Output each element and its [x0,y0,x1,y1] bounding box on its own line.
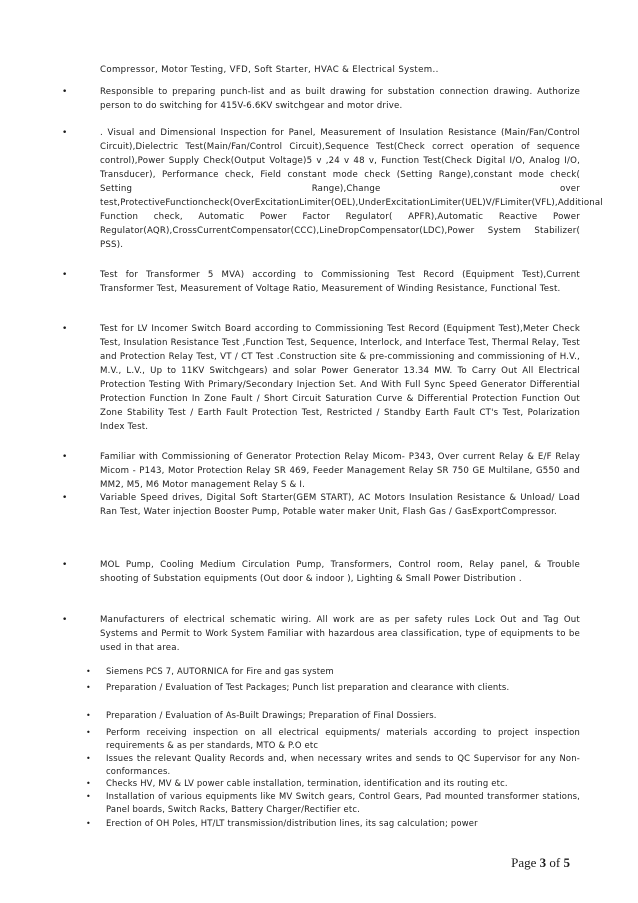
list-item-text: Preparation / Evaluation of Test Packages; Punch list preparation and clearance with clients. [106,682,510,692]
list-item-text: Issues the relevant Quality Records and, when necessary writes and sends to QC Supervisor for any Non-conformances. [106,753,580,776]
bullet-icon: • [62,128,68,138]
bullet-icon: • [86,683,91,692]
list-item-text: Familiar with Commissioning of Generator Protection Relay Micom- P343, Over current Relay & E/F Relay Micom - P143, Motor Protection Relay SR 469, Feeder Management Relay SR 750 GE Multilane, G550 and MM2, M5, M6 Motor management Relay S & I. [100,452,580,490]
list-item-text: Responsible to preparing punch-list and as built drawing for substation connection drawing. Authorize person to do switching for 415V-6.6KV switchgear and motor drive. [100,87,580,111]
list-item-text: Preparation / Evaluation of As-Built Drawings; Preparation of Final Dossiers. [106,710,437,720]
bullet-icon: • [86,779,91,788]
page-total: 5 [563,855,570,870]
list-item-text: MOL Pump, Cooling Medium Circulation Pump, Transformers, Control room, Relay panel, & Trouble shooting of Substation equipments (Out door & indoor ), Lighting & Small Power Distribution . [100,560,580,584]
bullet-icon: • [86,728,91,737]
bullet-icon: • [86,667,91,676]
list-item-text: Checks HV, MV & LV power cable installation, termination, identification and its routing etc. [106,778,508,788]
bullet-icon: • [62,493,68,503]
bullet-icon: • [86,792,91,801]
bullet-icon: • [62,560,68,570]
bullet-icon: • [86,819,91,828]
bullet-icon: • [86,711,91,720]
list-item-text: Installation of various equipments like MV Switch gears, Control Gears, Pad mounted transformer stations, Panel boards, Switch Racks, Battery Charger/Rectifier etc. [106,791,580,814]
page-word: Page [511,855,540,870]
bullet-icon: • [62,615,68,625]
list-item-text: Erection of OH Poles, HT/LT transmission/distribution lines, its sag calculation; power [106,818,478,828]
bullet-icon: • [62,324,68,334]
list-item-text: Perform receiving inspection on all electrical equipments/ materials according to project inspection requirements & as per standards, MTO & P.O etc [106,727,580,750]
page-footer [511,855,570,871]
bullet-icon: • [62,452,68,462]
bullet-icon: • [86,754,91,763]
list-item-text: . Visual and Dimensional Inspection for Panel, Measurement of Insulation Resistance (Main/Fan/Control Circuit),Dielectric Test(Main/Fan/Control Circuit),Sequence Test(Check correct operation of sequence control),Power Supply Check(Output Voltage)5 v ,24 v 48 v, Function Test(Check Digital I/O, Analog I/O, Transducer), Performance check, Field constant mode check (Setting Range),constant mode check( Setting Range),Change over test,ProtectiveFunctioncheck(OverExcitationLimiter(OEL),UnderExcitationLimiter(UEL)V/FLimiter(VFL),Additional Function check, Automatic Power Factor Regulator( APFR),Automatic Reactive Power Regulator(AQR),CrossCurrentCompensator(CCC),LineDropCompensator(LDC),Power System Stabilizer( PSS). [100,128,603,250]
bullet-icon: • [62,270,68,280]
list-item-text: Variable Speed drives, Digital Soft Starter(GEM START), AC Motors Insulation Resistance & Unload/ Load Ran Test, Water injection Booster Pump, Potable water maker Unit, Flash Gas / GasExportCompressor. [100,493,580,517]
list-item-text: Manufacturers of electrical schematic wiring. All work are as per safety rules Lock Out and Tag Out Systems and Permit to Work System Familiar with hazardous area classification, type of equipments to be used in that area. [100,615,580,653]
of-word: of [546,855,564,870]
page-number: 3 [539,855,547,870]
list-item-text: Test for Transformer 5 MVA) according to Commissioning Test Record (Equipment Test),Current Transformer Test, Measurement of Voltage Ratio, Measurement of Winding Resistance, Functional Test. [100,270,580,294]
list-item-text: Siemens PCS 7, AUTORNICA for Fire and gas system [106,666,334,676]
intro-line: Compressor, Motor Testing, VFD, Soft Starter, HVAC & Electrical System.. [100,65,439,75]
bullet-icon: • [62,87,68,97]
list-item-text: Test for LV Incomer Switch Board according to Commissioning Test Record (Equipment Test),Meter Check Test, Insulation Resistance Test ,Function Test, Sequence, Interlock, and Interface Test, Thermal Relay, Test and Protection Relay Test, VT / CT Test .Construction site & pre-commissioning and commissioning of H.V., M.V., L.V., Up to 11KV Switchgears) and solar Power Generator 13.34 MW. To Carry Out All Electrical Protection Testing With Primary/Secondary Injection Set. And With Full Sync Speed Generator Differential Protection Function In Zone Fault / Short Circuit Saturation Curve & Differential Protection Function Out Zone Stability Test / Earth Fault Protection Test, Restricted / Standby Earth Fault CT's Test, Polarization Index Test. [100,324,580,432]
